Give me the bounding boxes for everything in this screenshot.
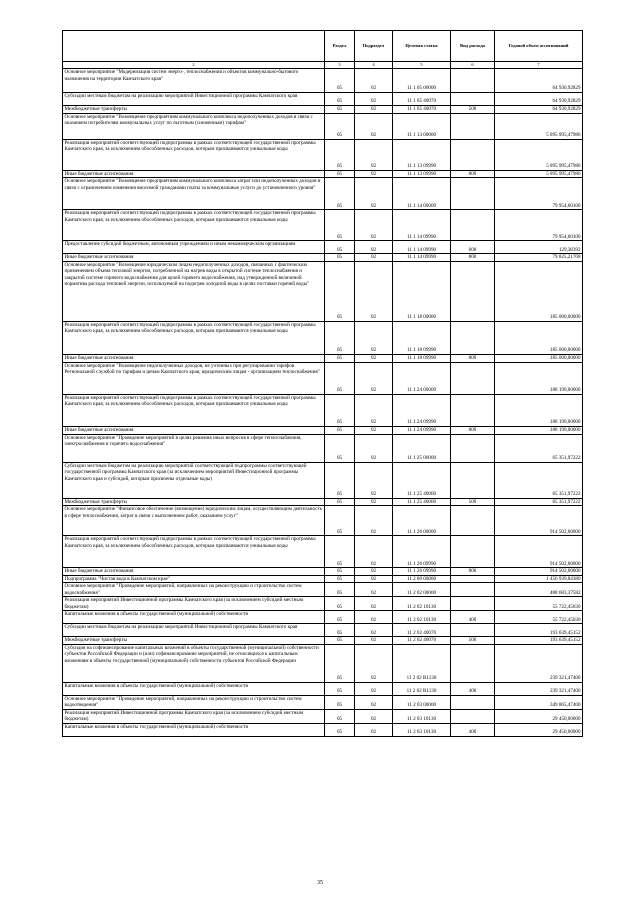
cell-razdel: 05 [325, 682, 355, 695]
cell-amount: 64 930,92829 [495, 106, 583, 114]
cell-exptype [451, 644, 495, 682]
cell-exptype [451, 583, 495, 597]
header-razdel: Раздел [325, 31, 355, 62]
cell-razdel: 05 [325, 568, 355, 576]
table-row [63, 462, 583, 498]
cell-exptype: 800 [451, 254, 495, 262]
cell-razdel: 05 [325, 321, 355, 354]
cell-exptype [451, 575, 495, 583]
cell-razdel: 05 [325, 261, 355, 321]
cell-exptype [451, 261, 495, 321]
cell-podrazdel: 02 [355, 394, 393, 426]
cell-podrazdel: 02 [355, 362, 393, 394]
cell-amount: 1 456 939,84380 [495, 575, 583, 583]
table-row [63, 93, 583, 106]
table-row [63, 536, 583, 568]
cell-razdel: 05 [325, 170, 355, 178]
cell-exptype [451, 69, 495, 93]
cell-name: Реализация мероприятий соответствующей подпрограммы в рамках соответствующей государственной программы Камчатского края, за исключением обособленных расходов, которым присваиваются уникальные коды [63, 139, 325, 170]
cell-podrazdel: 02 [355, 354, 393, 362]
cell-podrazdel: 02 [355, 637, 393, 645]
cell-podrazdel: 02 [355, 506, 393, 536]
cell-exptype: 800 [451, 354, 495, 362]
cell-name: Иные бюджетные ассигнования [63, 254, 325, 262]
cell-podrazdel: 02 [355, 709, 393, 723]
cell-amount: 29 450,00000 [495, 709, 583, 723]
cell-target: 11 2 02 00000 [393, 583, 451, 597]
cell-amount: 55 722,45030 [495, 611, 583, 624]
cell-target: 11 2 02 R1130 [393, 644, 451, 682]
cell-razdel: 05 [325, 93, 355, 106]
cell-target: 11 1 14 09990 [393, 241, 451, 254]
cell-podrazdel: 02 [355, 723, 393, 736]
cell-name: Основное мероприятие "Модернизация систем энерго-, теплоснабжения и объектов коммунально-бытового назначения на территории Камчатского края" [63, 69, 325, 93]
cell-amount: 79 954,60100 [495, 178, 583, 210]
cell-target: 11 2 00 00000 [393, 575, 451, 583]
cell-name: Предоставление субсидий бюджетным, автономным учреждениям и иным некоммерческим организациям [63, 241, 325, 254]
budget-table [62, 30, 583, 737]
cell-exptype: 600 [451, 241, 495, 254]
cell-exptype: 800 [451, 170, 495, 178]
cell-podrazdel: 02 [355, 170, 393, 178]
cell-target: 11 1 18 09990 [393, 321, 451, 354]
cell-target: 11 2 03 10130 [393, 723, 451, 736]
cell-amount: 914 502,60000 [495, 568, 583, 576]
cell-exptype: 400 [451, 723, 495, 736]
cell-exptype: 500 [451, 498, 495, 506]
cell-exptype [451, 139, 495, 170]
cell-razdel: 05 [325, 210, 355, 241]
table-row [63, 506, 583, 536]
cell-amount: 188 190,00000 [495, 362, 583, 394]
cell-razdel: 05 [325, 178, 355, 210]
header-amount: Годовой объем ассигнований [495, 31, 583, 62]
cell-razdel: 05 [325, 354, 355, 362]
table-row [63, 709, 583, 723]
table-row [63, 321, 583, 354]
cell-razdel: 05 [325, 139, 355, 170]
table-row [63, 241, 583, 254]
cell-exptype [451, 93, 495, 106]
cell-exptype [451, 434, 495, 462]
page-number: 35 [317, 880, 323, 886]
cell-razdel: 05 [325, 241, 355, 254]
cell-razdel: 05 [325, 536, 355, 568]
cell-podrazdel: 02 [355, 178, 393, 210]
cell-razdel: 05 [325, 394, 355, 426]
cell-razdel: 05 [325, 709, 355, 723]
cell-amount: 914 502,60000 [495, 506, 583, 536]
cell-target: 11 1 25 00000 [393, 434, 451, 462]
cell-target: 11 1 24 09990 [393, 426, 451, 434]
column-number: 6 [451, 62, 495, 69]
cell-podrazdel: 02 [355, 695, 393, 709]
cell-razdel: 05 [325, 506, 355, 536]
cell-podrazdel: 02 [355, 106, 393, 114]
cell-target: 11 1 05 00000 [393, 69, 451, 93]
cell-exptype [451, 362, 495, 394]
table-row [63, 210, 583, 241]
header-podrazdel: Подраздел [355, 31, 393, 62]
table-header [63, 31, 583, 69]
cell-exptype [451, 178, 495, 210]
table-row [63, 568, 583, 576]
cell-podrazdel: 02 [355, 624, 393, 637]
cell-razdel: 05 [325, 362, 355, 394]
column-number: 3 [325, 62, 355, 69]
cell-exptype [451, 113, 495, 139]
table-row [63, 69, 583, 93]
cell-amount: 65 351,97222 [495, 498, 583, 506]
cell-podrazdel: 02 [355, 682, 393, 695]
cell-name: Основное мероприятие "Возмещение предприятиям коммунального комплекса затрат или недополученных доходов в связи с ограничением изменения вносимой гражданами платы за коммунальные услуги до установленного уровня" [63, 178, 325, 210]
cell-name: Основное мероприятие "Возмещение предприятиям коммунального комплекса недополученных доходов в связи с оказанием потребителям коммунальных услуг по льготным (сниженным) тарифам" [63, 113, 325, 139]
cell-razdel: 05 [325, 583, 355, 597]
cell-razdel: 05 [325, 637, 355, 645]
cell-name: Капитальные вложения в объекты государственной (муниципальной) собственности [63, 611, 325, 624]
cell-exptype: 500 [451, 106, 495, 114]
cell-amount: 5 095 995,47986 [495, 170, 583, 178]
cell-podrazdel: 02 [355, 254, 393, 262]
cell-razdel: 05 [325, 597, 355, 611]
table-row [63, 362, 583, 394]
cell-razdel: 05 [325, 69, 355, 93]
table-row [63, 597, 583, 611]
cell-podrazdel: 02 [355, 568, 393, 576]
cell-target: 11 2 02 R1130 [393, 682, 451, 695]
cell-name: Иные бюджетные ассигнования [63, 354, 325, 362]
cell-razdel: 05 [325, 695, 355, 709]
table-row [63, 583, 583, 597]
cell-target: 11 1 05 40070 [393, 106, 451, 114]
cell-amount: 79 954,60100 [495, 210, 583, 241]
table-row [63, 695, 583, 709]
table-body [63, 69, 583, 737]
cell-exptype [451, 462, 495, 498]
cell-exptype: 400 [451, 682, 495, 695]
cell-name: Иные бюджетные ассигнования [63, 426, 325, 434]
cell-name: Субсидии местным бюджетам на реализацию мероприятий Инвестиционной программы Камчатского края [63, 93, 325, 106]
table-row [63, 354, 583, 362]
cell-podrazdel: 02 [355, 597, 393, 611]
cell-podrazdel: 02 [355, 93, 393, 106]
table-row [63, 434, 583, 462]
cell-amount: 64 930,92829 [495, 69, 583, 93]
cell-target: 11 1 14 00000 [393, 178, 451, 210]
cell-podrazdel: 02 [355, 139, 393, 170]
cell-name: Основное мероприятие "Возмещение недополученных доходов, не учтенных при регулировании тарифов Региональной службой по тарифам и ценам Камчатского края, юридическим лицам - организациям теплоснабжения" [63, 362, 325, 394]
cell-target: 11 1 26 00000 [393, 506, 451, 536]
cell-amount: 5 095 995,47986 [495, 113, 583, 139]
cell-exptype: 800 [451, 568, 495, 576]
cell-razdel: 05 [325, 254, 355, 262]
cell-razdel: 05 [325, 723, 355, 736]
cell-name: Субсидия на софинансирование капитальных вложений в объекты государственной (муниципальной) собственности субъектов Российской Федерации и (или) софинансирование мероприятий, не относящихся к капитальным вложениям в объекты государственной (муниципальной) собственности субъектов Российской Федерации [63, 644, 325, 682]
cell-razdel: 05 [325, 426, 355, 434]
cell-amount: 129,38392 [495, 241, 583, 254]
cell-amount: 185 000,00000 [495, 321, 583, 354]
cell-amount: 79 825,21708 [495, 254, 583, 262]
cell-name: Субсидии местным бюджетам на реализацию мероприятий Инвестиционной программы Камчатского края [63, 624, 325, 637]
cell-exptype [451, 597, 495, 611]
cell-podrazdel: 02 [355, 241, 393, 254]
cell-razdel: 05 [325, 611, 355, 624]
cell-podrazdel: 02 [355, 261, 393, 321]
cell-name: Субсидии местным бюджетам на реализацию мероприятий соответствующей подпрограммы соответствующей государственной программы Камчатского края (за исключением мероприятий Инвестиционной программы Камчатского края и субсидий, которым присвоены отдельные коды) [63, 462, 325, 498]
cell-razdel: 05 [325, 644, 355, 682]
cell-razdel: 05 [325, 575, 355, 583]
table-row [63, 498, 583, 506]
cell-target: 11 2 02 40070 [393, 637, 451, 645]
cell-podrazdel: 02 [355, 426, 393, 434]
cell-podrazdel: 02 [355, 113, 393, 139]
cell-amount: 239 321,47400 [495, 644, 583, 682]
table-row [63, 170, 583, 178]
cell-exptype [451, 695, 495, 709]
table-row [63, 637, 583, 645]
cell-amount: 5 095 995,47986 [495, 139, 583, 170]
cell-name: Основное мероприятие "Возмещение юридическим лицам недополученных доходов, связанных с фактическим применением объема тепловой энергии, потребленной на нагрев воды в открытой системе теплоснабжения и закрытой системе горячего водоснабжения для целей горячего водоснабжения, над утвержденной величиной норматива расхода тепловой энергии, используемой на подогрев холодной воды в целях поставки горячей воды" [63, 261, 325, 321]
cell-name: Основное мероприятие "Финансовое обеспечение (возмещение) юридическим лицам, осуществляющим деятельность в сфере теплоснабжения, затрат в связи с выполнением работ, оказанием услуг" [63, 506, 325, 536]
cell-razdel: 05 [325, 113, 355, 139]
cell-name: Реализация мероприятий соответствующей подпрограммы в рамках соответствующей государственной программы Камчатского края, за исключением обособленных расходов, которым присваиваются уникальные коды [63, 536, 325, 568]
table-row [63, 682, 583, 695]
table-row [63, 723, 583, 736]
cell-razdel: 05 [325, 106, 355, 114]
cell-amount: 185 000,00000 [495, 261, 583, 321]
table-row [63, 575, 583, 583]
cell-target: 11 1 26 09990 [393, 568, 451, 576]
table-row [63, 394, 583, 426]
cell-amount: 193 639,45152 [495, 624, 583, 637]
header-name [63, 31, 325, 62]
cell-target: 11 1 14 09990 [393, 254, 451, 262]
cell-amount: 914 502,60000 [495, 536, 583, 568]
cell-exptype [451, 506, 495, 536]
column-number: 4 [355, 62, 393, 69]
cell-name: Реализация мероприятий Инвестиционной программы Камчатского края (за исключением субсидий местным бюджетам) [63, 709, 325, 723]
cell-name: Реализация мероприятий соответствующей подпрограммы в рамках соответствующей государственной программы Камчатского края, за исключением обособленных расходов, которым присваиваются уникальные коды [63, 321, 325, 354]
cell-target: 11 1 25 40060 [393, 498, 451, 506]
cell-target: 11 1 26 09990 [393, 536, 451, 568]
cell-target: 11 1 24 09990 [393, 394, 451, 426]
table-row [63, 611, 583, 624]
cell-name: Иные бюджетные ассигнования [63, 170, 325, 178]
cell-target: 11 2 03 00000 [393, 695, 451, 709]
cell-name: Межбюджетные трансферты [63, 498, 325, 506]
table-row [63, 139, 583, 170]
cell-amount: 188 190,00000 [495, 394, 583, 426]
cell-exptype [451, 394, 495, 426]
cell-target: 11 2 02 10130 [393, 597, 451, 611]
cell-podrazdel: 02 [355, 462, 393, 498]
cell-name: Межбюджетные трансферты [63, 637, 325, 645]
header-exptype: Вид расхода [451, 31, 495, 62]
table-row [63, 106, 583, 114]
cell-exptype: 800 [451, 426, 495, 434]
cell-target: 11 1 24 00000 [393, 362, 451, 394]
cell-target: 11 1 18 09990 [393, 354, 451, 362]
cell-name: Межбюджетные трансферты [63, 106, 325, 114]
table-row [63, 178, 583, 210]
cell-name: Основное мероприятие "Проведение мероприятий, направленных на реконструкцию и строительство систем водоотведения" [63, 695, 325, 709]
cell-exptype [451, 624, 495, 637]
table-row [63, 644, 583, 682]
table-row [63, 426, 583, 434]
cell-razdel: 05 [325, 498, 355, 506]
column-number: 2 [63, 62, 325, 69]
cell-exptype [451, 536, 495, 568]
table-row [63, 254, 583, 262]
cell-podrazdel: 02 [355, 498, 393, 506]
table-row [63, 113, 583, 139]
cell-podrazdel: 02 [355, 611, 393, 624]
cell-podrazdel: 02 [355, 583, 393, 597]
cell-podrazdel: 02 [355, 434, 393, 462]
cell-exptype [451, 709, 495, 723]
cell-name: Капитальные вложения в объекты государственной (муниципальной) собственности [63, 723, 325, 736]
cell-amount: 55 722,45030 [495, 597, 583, 611]
cell-razdel: 05 [325, 624, 355, 637]
cell-amount: 65 351,97222 [495, 462, 583, 498]
cell-target: 11 1 13 00000 [393, 113, 451, 139]
cell-name: Иные бюджетные ассигнования [63, 568, 325, 576]
header-target: Целевая статья [393, 31, 451, 62]
cell-target: 11 1 05 40070 [393, 93, 451, 106]
cell-name: Реализация мероприятий соответствующей подпрограммы в рамках соответствующей государственной программы Камчатского края, за исключением обособленных расходов, которым присваиваются уникальные коды [63, 394, 325, 426]
cell-amount: 488 683,37582 [495, 583, 583, 597]
column-number-row [63, 62, 583, 69]
table-row [63, 624, 583, 637]
cell-exptype: 400 [451, 611, 495, 624]
cell-amount: 239 321,47400 [495, 682, 583, 695]
cell-amount: 64 930,92829 [495, 93, 583, 106]
cell-amount: 349 865,47400 [495, 695, 583, 709]
cell-name: Капитальные вложения в объекты государственной (муниципальной) собственности [63, 682, 325, 695]
cell-razdel: 05 [325, 462, 355, 498]
cell-name: Основное мероприятие "Проведение мероприятий, направленных на реконструкцию и строительство систем водоснабжения" [63, 583, 325, 597]
cell-podrazdel: 02 [355, 644, 393, 682]
cell-podrazdel: 02 [355, 210, 393, 241]
cell-target: 11 1 13 09990 [393, 139, 451, 170]
cell-exptype [451, 321, 495, 354]
cell-name: Реализация мероприятий соответствующей подпрограммы в рамках соответствующей государственной программы Камчатского края, за исключением обособленных расходов, которым присваиваются уникальные коды [63, 210, 325, 241]
cell-name: Реализация мероприятий Инвестиционной программы Камчатского края (за исключением субсидий местным бюджетам) [63, 597, 325, 611]
cell-name: Основное мероприятие "Проведение мероприятий в целях решения иных вопросов в сфере теплоснабжения, электроснабжения и горячего водоснабжения" [63, 434, 325, 462]
cell-razdel: 05 [325, 434, 355, 462]
column-number: 5 [393, 62, 451, 69]
table-row [63, 261, 583, 321]
cell-exptype [451, 210, 495, 241]
cell-podrazdel: 02 [355, 69, 393, 93]
cell-target: 11 1 14 09990 [393, 210, 451, 241]
cell-amount: 29 450,00000 [495, 723, 583, 736]
cell-amount: 185 000,00000 [495, 354, 583, 362]
cell-target: 11 1 18 00000 [393, 261, 451, 321]
cell-target: 11 2 02 40070 [393, 624, 451, 637]
cell-exptype: 500 [451, 637, 495, 645]
cell-amount: 65 351,97222 [495, 434, 583, 462]
cell-target: 11 1 25 40060 [393, 462, 451, 498]
column-number: 7 [495, 62, 583, 69]
cell-target: 11 2 03 10130 [393, 709, 451, 723]
cell-podrazdel: 02 [355, 575, 393, 583]
cell-target: 11 2 02 10130 [393, 611, 451, 624]
cell-podrazdel: 02 [355, 536, 393, 568]
cell-podrazdel: 02 [355, 321, 393, 354]
cell-target: 11 1 13 09990 [393, 170, 451, 178]
cell-name: Подпрограмма "Чистая вода в Камчатском крае" [63, 575, 325, 583]
cell-amount: 193 639,45152 [495, 637, 583, 645]
cell-amount: 188 190,00000 [495, 426, 583, 434]
